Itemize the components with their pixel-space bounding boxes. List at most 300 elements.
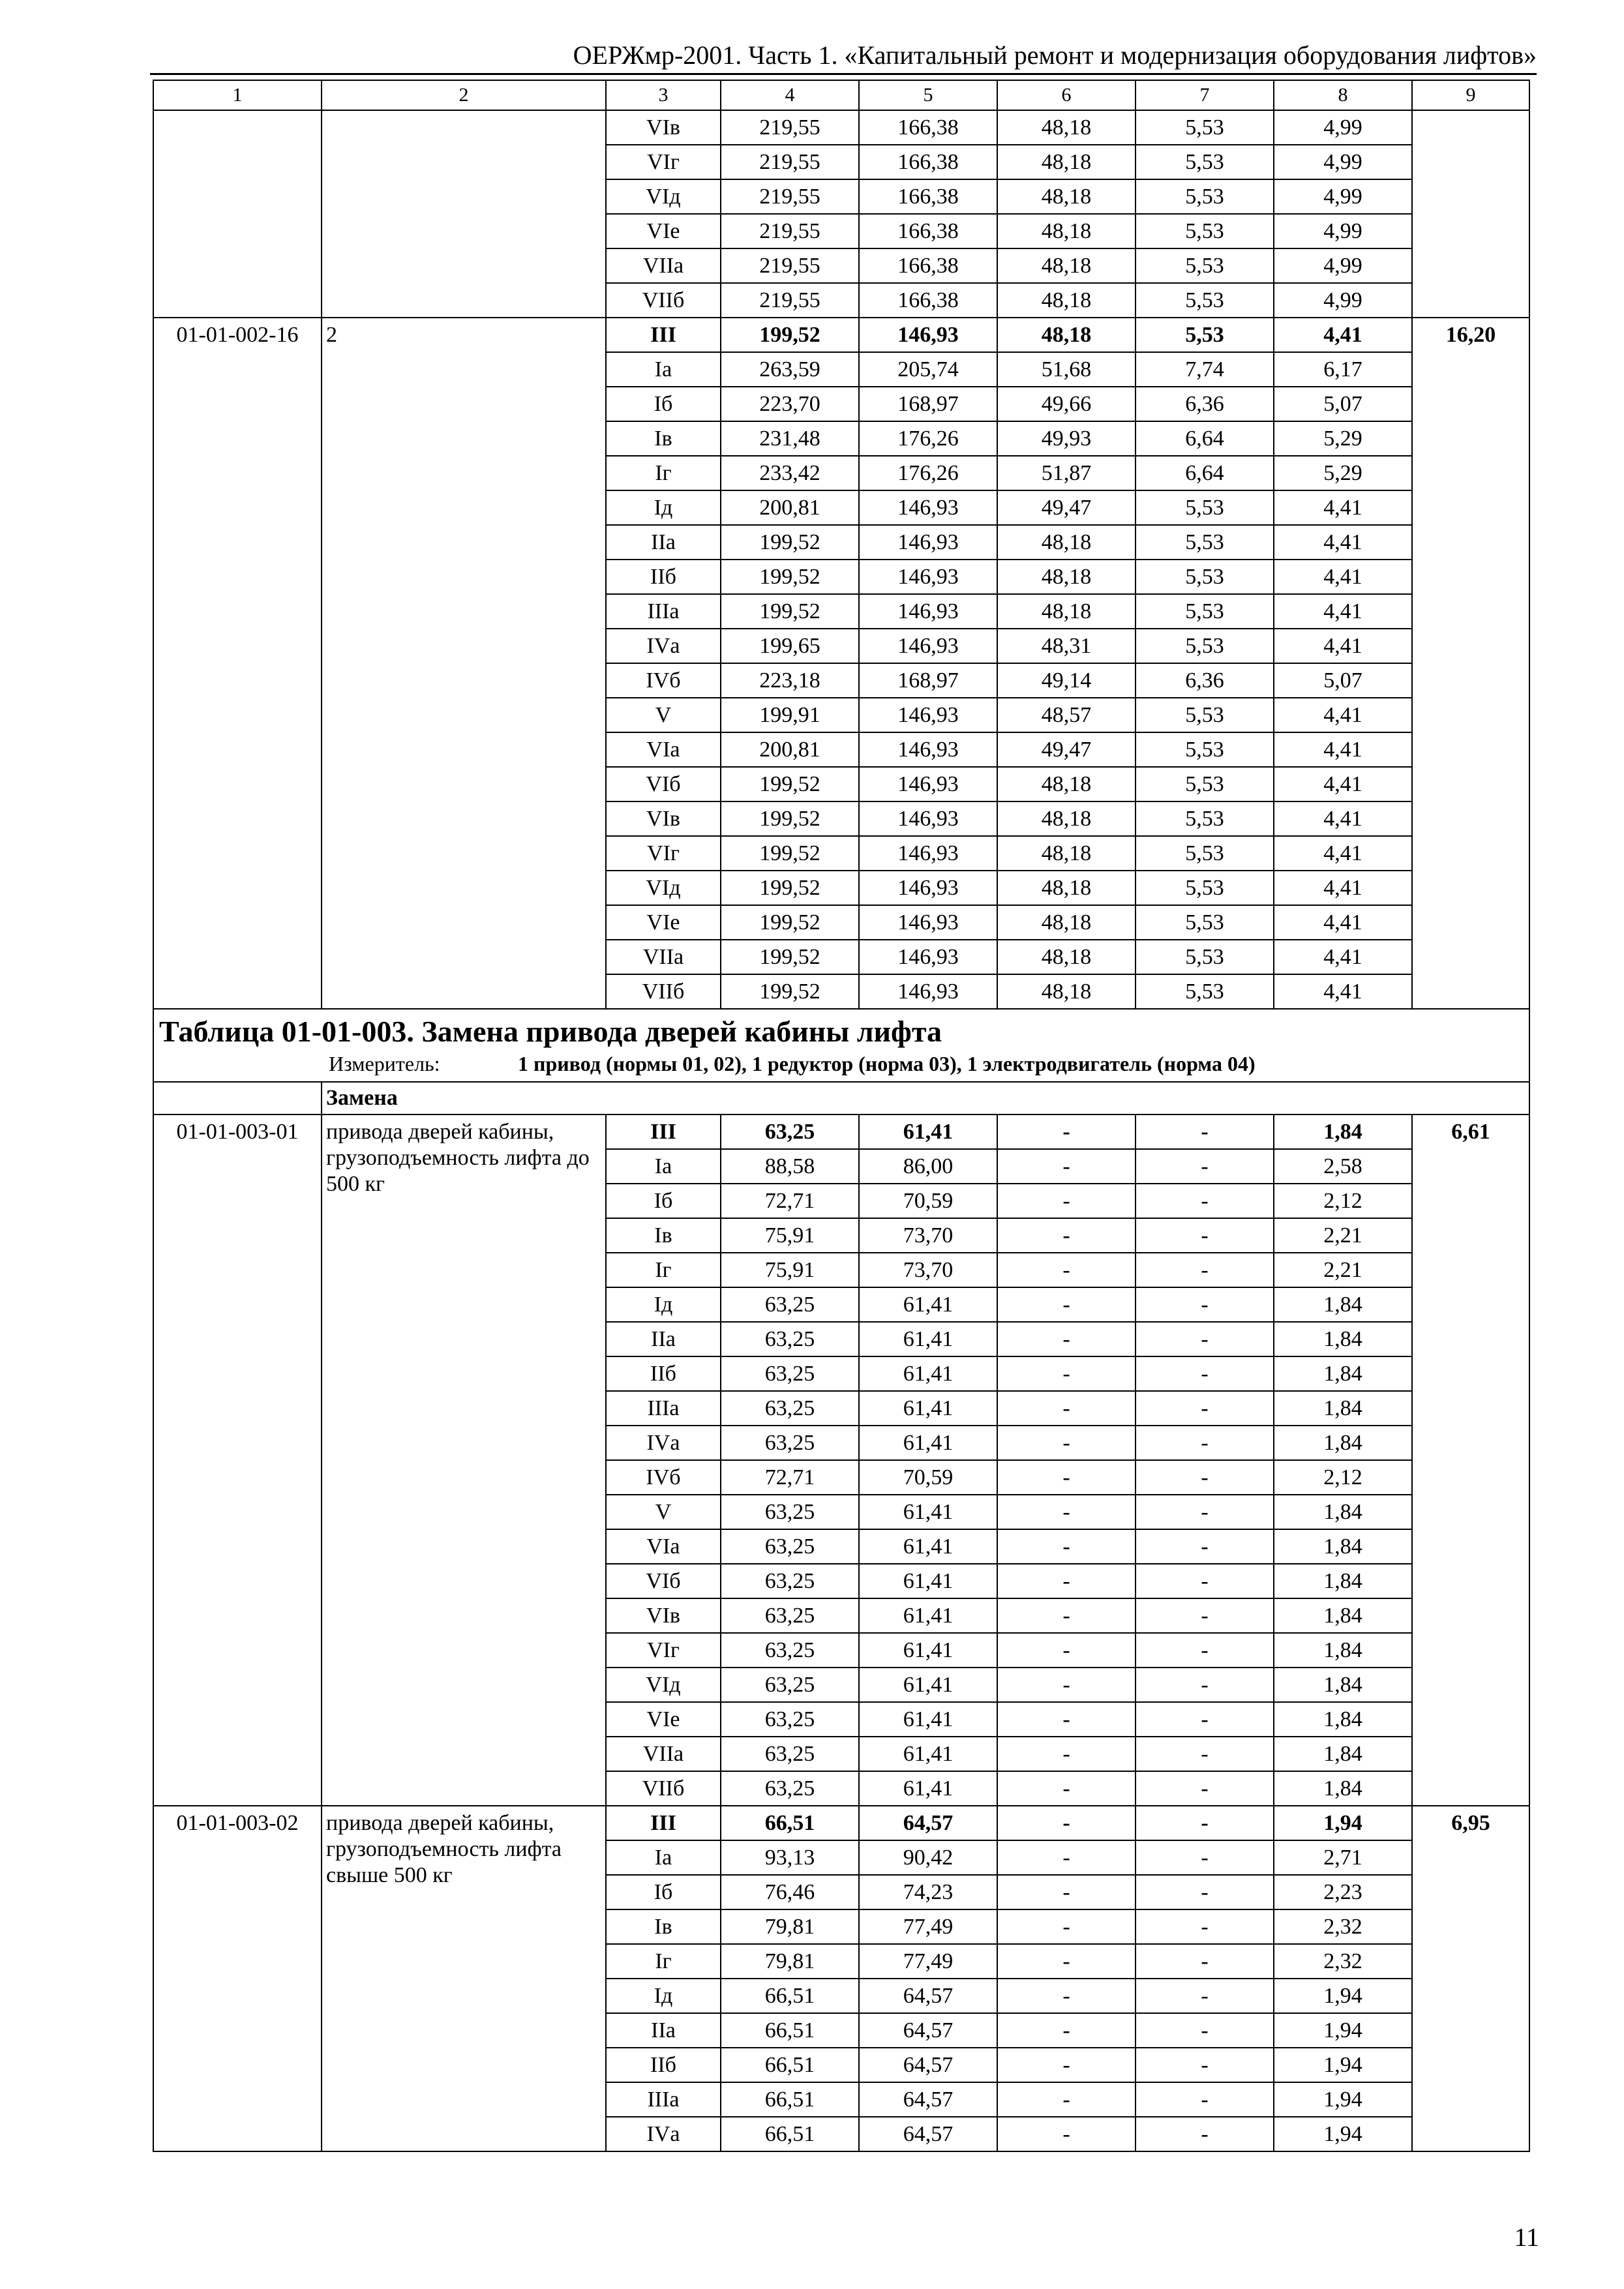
zone-cell: VIв bbox=[606, 110, 721, 145]
value-cell: 66,51 bbox=[721, 2117, 859, 2151]
value-cell: 77,49 bbox=[859, 1944, 997, 1979]
value-cell: 70,59 bbox=[859, 1184, 997, 1218]
value-cell: 66,51 bbox=[721, 1806, 859, 1840]
zone-cell: Iб bbox=[606, 1875, 721, 1909]
value-cell: 61,41 bbox=[859, 1633, 997, 1668]
table-measure bbox=[159, 1050, 1524, 1077]
zone-cell: VIа bbox=[606, 1529, 721, 1564]
value-cell: - bbox=[997, 1322, 1135, 1356]
value-cell: 5,53 bbox=[1135, 940, 1274, 974]
value-cell: 63,25 bbox=[721, 1702, 859, 1737]
value-cell: 2,21 bbox=[1274, 1218, 1412, 1253]
value-cell: 146,93 bbox=[859, 490, 997, 525]
value-cell: 2,12 bbox=[1274, 1184, 1412, 1218]
zone-cell: VIе bbox=[606, 1702, 721, 1737]
value-cell: 166,38 bbox=[859, 214, 997, 248]
zone-cell: Iд bbox=[606, 1287, 721, 1322]
zone-cell: Iд bbox=[606, 1979, 721, 2013]
value-cell: 51,68 bbox=[997, 352, 1135, 387]
zone-cell: VIд bbox=[606, 1668, 721, 1702]
value-cell: 63,25 bbox=[721, 1356, 859, 1391]
value-cell: 48,18 bbox=[997, 248, 1135, 283]
zone-cell: VIIб bbox=[606, 1771, 721, 1806]
value-cell: 166,38 bbox=[859, 145, 997, 179]
zone-cell: Iв bbox=[606, 421, 721, 456]
column-number: 6 bbox=[997, 80, 1135, 110]
column-number: 4 bbox=[721, 80, 859, 110]
value-cell: 199,91 bbox=[721, 698, 859, 732]
value-cell: 72,71 bbox=[721, 1460, 859, 1495]
column-number: 3 bbox=[606, 80, 721, 110]
value-cell: 146,93 bbox=[859, 732, 997, 767]
value-cell: 166,38 bbox=[859, 248, 997, 283]
value-cell: 63,25 bbox=[721, 1598, 859, 1633]
zone-cell: Iб bbox=[606, 1184, 721, 1218]
table-row bbox=[153, 110, 1529, 145]
value-cell: - bbox=[997, 1702, 1135, 1737]
value-cell: 4,99 bbox=[1274, 248, 1412, 283]
value-cell: - bbox=[997, 1115, 1135, 1149]
value-cell: 219,55 bbox=[721, 145, 859, 179]
value-cell: - bbox=[997, 1564, 1135, 1598]
value-cell: - bbox=[1135, 2117, 1274, 2151]
value-cell: 199,52 bbox=[721, 974, 859, 1009]
value-cell: 61,41 bbox=[859, 1564, 997, 1598]
zone-cell: VIд bbox=[606, 179, 721, 214]
value-cell: 61,41 bbox=[859, 1702, 997, 1737]
value-cell: 6,36 bbox=[1135, 387, 1274, 421]
zone-cell: Iа bbox=[606, 1149, 721, 1184]
value-cell: 79,81 bbox=[721, 1944, 859, 1979]
value-cell: 1,84 bbox=[1274, 1633, 1412, 1668]
norm-total: 6,95 bbox=[1412, 1806, 1529, 2151]
value-cell: 5,07 bbox=[1274, 663, 1412, 698]
value-cell: 1,94 bbox=[1274, 1979, 1412, 2013]
value-cell: 233,42 bbox=[721, 456, 859, 490]
value-cell: - bbox=[997, 1875, 1135, 1909]
value-cell: 63,25 bbox=[721, 1426, 859, 1460]
value-cell: 2,21 bbox=[1274, 1253, 1412, 1287]
value-cell: 5,53 bbox=[1135, 110, 1274, 145]
value-cell: - bbox=[1135, 1287, 1274, 1322]
value-cell: 199,52 bbox=[721, 525, 859, 560]
norm-code: 01-01-003-02 bbox=[153, 1806, 322, 2151]
section-empty-cell bbox=[153, 1082, 322, 1115]
value-cell: - bbox=[1135, 1253, 1274, 1287]
zone-cell: VIIа bbox=[606, 940, 721, 974]
value-cell: - bbox=[1135, 1356, 1274, 1391]
running-header: ОЕРЖмр-2001. Часть 1. «Капитальный ремонт и модернизация оборудования лифтов» bbox=[573, 40, 1537, 70]
value-cell: 66,51 bbox=[721, 2048, 859, 2082]
value-cell: 63,25 bbox=[721, 1391, 859, 1426]
value-cell: 205,74 bbox=[859, 352, 997, 387]
value-cell: 49,47 bbox=[997, 490, 1135, 525]
value-cell: 146,93 bbox=[859, 318, 997, 352]
value-cell: 199,52 bbox=[721, 871, 859, 905]
value-cell: 1,84 bbox=[1274, 1771, 1412, 1806]
value-cell: 63,25 bbox=[721, 1529, 859, 1564]
value-cell: 70,59 bbox=[859, 1460, 997, 1495]
value-cell: 61,41 bbox=[859, 1529, 997, 1564]
value-cell: - bbox=[997, 2048, 1135, 2082]
value-cell: 64,57 bbox=[859, 1979, 997, 2013]
table-row bbox=[153, 1806, 1529, 1840]
value-cell: 5,53 bbox=[1135, 905, 1274, 940]
value-cell: - bbox=[997, 1633, 1135, 1668]
value-cell: 2,32 bbox=[1274, 1944, 1412, 1979]
value-cell: - bbox=[997, 1495, 1135, 1529]
value-cell: 146,93 bbox=[859, 836, 997, 871]
value-cell: 74,23 bbox=[859, 1875, 997, 1909]
column-number-row bbox=[153, 80, 1529, 110]
value-cell: 5,29 bbox=[1274, 421, 1412, 456]
value-cell: - bbox=[997, 1287, 1135, 1322]
value-cell: 231,48 bbox=[721, 421, 859, 456]
value-cell: 48,18 bbox=[997, 974, 1135, 1009]
value-cell: 1,84 bbox=[1274, 1737, 1412, 1771]
value-cell: - bbox=[1135, 1564, 1274, 1598]
value-cell: 61,41 bbox=[859, 1322, 997, 1356]
value-cell: 2,23 bbox=[1274, 1875, 1412, 1909]
column-number: 5 bbox=[859, 80, 997, 110]
value-cell: 63,25 bbox=[721, 1322, 859, 1356]
value-cell: - bbox=[1135, 1218, 1274, 1253]
zone-cell: IIIа bbox=[606, 1391, 721, 1426]
value-cell: 64,57 bbox=[859, 2048, 997, 2082]
norm-total bbox=[1412, 110, 1529, 318]
value-cell: 4,41 bbox=[1274, 629, 1412, 663]
value-cell: 63,25 bbox=[721, 1668, 859, 1702]
value-cell: 199,52 bbox=[721, 318, 859, 352]
value-cell: 90,42 bbox=[859, 1840, 997, 1875]
value-cell: 199,52 bbox=[721, 560, 859, 594]
header-rule bbox=[150, 73, 1537, 75]
value-cell: 146,93 bbox=[859, 594, 997, 629]
value-cell: - bbox=[1135, 1495, 1274, 1529]
value-cell: 66,51 bbox=[721, 2082, 859, 2117]
value-cell: 48,18 bbox=[997, 767, 1135, 801]
value-cell: 63,25 bbox=[721, 1115, 859, 1149]
value-cell: 1,94 bbox=[1274, 2082, 1412, 2117]
value-cell: 1,84 bbox=[1274, 1426, 1412, 1460]
zone-cell: VIIа bbox=[606, 248, 721, 283]
value-cell: 7,74 bbox=[1135, 352, 1274, 387]
norm-name bbox=[322, 110, 606, 318]
value-cell: - bbox=[1135, 1771, 1274, 1806]
value-cell: 6,36 bbox=[1135, 663, 1274, 698]
value-cell: 2,32 bbox=[1274, 1909, 1412, 1944]
zone-cell: VIIб bbox=[606, 283, 721, 318]
value-cell: 5,53 bbox=[1135, 801, 1274, 836]
value-cell: 146,93 bbox=[859, 767, 997, 801]
zone-cell: Iа bbox=[606, 352, 721, 387]
measure-value: 1 привод (нормы 01, 02), 1 редуктор (норма 03), 1 электродвигатель (норма 04) bbox=[518, 1052, 1256, 1075]
value-cell: - bbox=[997, 1356, 1135, 1391]
value-cell: 6,64 bbox=[1135, 421, 1274, 456]
value-cell: 5,53 bbox=[1135, 629, 1274, 663]
norm-code bbox=[153, 110, 322, 318]
value-cell: 4,41 bbox=[1274, 940, 1412, 974]
value-cell: 49,14 bbox=[997, 663, 1135, 698]
value-cell: 1,84 bbox=[1274, 1495, 1412, 1529]
norm-total: 6,61 bbox=[1412, 1115, 1529, 1806]
value-cell: 48,18 bbox=[997, 560, 1135, 594]
value-cell: 199,52 bbox=[721, 767, 859, 801]
value-cell: 4,41 bbox=[1274, 732, 1412, 767]
value-cell: 48,18 bbox=[997, 871, 1135, 905]
value-cell: 5,53 bbox=[1135, 214, 1274, 248]
value-cell: 146,93 bbox=[859, 525, 997, 560]
value-cell: 200,81 bbox=[721, 490, 859, 525]
value-cell: 61,41 bbox=[859, 1287, 997, 1322]
value-cell: 4,99 bbox=[1274, 110, 1412, 145]
value-cell: 5,53 bbox=[1135, 560, 1274, 594]
zone-cell: VIб bbox=[606, 767, 721, 801]
value-cell: 61,41 bbox=[859, 1737, 997, 1771]
value-cell: 79,81 bbox=[721, 1909, 859, 1944]
value-cell: - bbox=[997, 1184, 1135, 1218]
zone-cell: IIб bbox=[606, 560, 721, 594]
value-cell: 88,58 bbox=[721, 1149, 859, 1184]
value-cell: - bbox=[1135, 1115, 1274, 1149]
value-cell: 219,55 bbox=[721, 110, 859, 145]
value-cell: 1,84 bbox=[1274, 1322, 1412, 1356]
value-cell: 48,18 bbox=[997, 145, 1135, 179]
value-cell: - bbox=[1135, 1840, 1274, 1875]
value-cell: 49,93 bbox=[997, 421, 1135, 456]
norm-code: 01-01-002-16 bbox=[153, 318, 322, 1009]
value-cell: 48,18 bbox=[997, 283, 1135, 318]
value-cell: - bbox=[997, 1806, 1135, 1840]
value-cell: 166,38 bbox=[859, 110, 997, 145]
value-cell: 73,70 bbox=[859, 1253, 997, 1287]
zone-cell: VIб bbox=[606, 1564, 721, 1598]
value-cell: 199,52 bbox=[721, 801, 859, 836]
value-cell: - bbox=[997, 1149, 1135, 1184]
value-cell: - bbox=[1135, 1944, 1274, 1979]
value-cell: - bbox=[997, 1737, 1135, 1771]
zone-cell: VIв bbox=[606, 1598, 721, 1633]
value-cell: 48,18 bbox=[997, 525, 1135, 560]
zone-cell: IIа bbox=[606, 2013, 721, 2048]
table-title-cell bbox=[153, 1009, 1529, 1082]
value-cell: 146,93 bbox=[859, 871, 997, 905]
value-cell: 61,41 bbox=[859, 1426, 997, 1460]
zone-cell: Iв bbox=[606, 1218, 721, 1253]
value-cell: - bbox=[997, 1253, 1135, 1287]
value-cell: 146,93 bbox=[859, 905, 997, 940]
value-cell: - bbox=[1135, 1737, 1274, 1771]
value-cell: 4,41 bbox=[1274, 490, 1412, 525]
zone-cell: VIг bbox=[606, 145, 721, 179]
value-cell: 223,18 bbox=[721, 663, 859, 698]
value-cell: 48,18 bbox=[997, 836, 1135, 871]
zone-cell: IIб bbox=[606, 1356, 721, 1391]
value-cell: 51,87 bbox=[997, 456, 1135, 490]
zone-cell: VIе bbox=[606, 214, 721, 248]
norms-table-body bbox=[153, 80, 1529, 2151]
value-cell: 4,41 bbox=[1274, 767, 1412, 801]
value-cell: 2,58 bbox=[1274, 1149, 1412, 1184]
value-cell: 5,53 bbox=[1135, 871, 1274, 905]
zone-cell: Iг bbox=[606, 1944, 721, 1979]
value-cell: 1,84 bbox=[1274, 1529, 1412, 1564]
value-cell: 199,52 bbox=[721, 594, 859, 629]
value-cell: 5,53 bbox=[1135, 318, 1274, 352]
zone-cell: Iа bbox=[606, 1840, 721, 1875]
norm-code: 01-01-003-01 bbox=[153, 1115, 322, 1806]
value-cell: 5,53 bbox=[1135, 974, 1274, 1009]
value-cell: 64,57 bbox=[859, 2117, 997, 2151]
value-cell: 93,13 bbox=[721, 1840, 859, 1875]
value-cell: 61,41 bbox=[859, 1115, 997, 1149]
value-cell: 72,71 bbox=[721, 1184, 859, 1218]
value-cell: 1,84 bbox=[1274, 1115, 1412, 1149]
value-cell: - bbox=[1135, 1426, 1274, 1460]
value-cell: 5,53 bbox=[1135, 732, 1274, 767]
value-cell: 5,53 bbox=[1135, 248, 1274, 283]
value-cell: - bbox=[1135, 1875, 1274, 1909]
value-cell: 1,94 bbox=[1274, 2013, 1412, 2048]
column-number: 9 bbox=[1412, 80, 1529, 110]
value-cell: 64,57 bbox=[859, 1806, 997, 1840]
value-cell: - bbox=[997, 2117, 1135, 2151]
value-cell: 66,51 bbox=[721, 1979, 859, 2013]
zone-cell: V bbox=[606, 1495, 721, 1529]
value-cell: 48,18 bbox=[997, 940, 1135, 974]
value-cell: 73,70 bbox=[859, 1218, 997, 1253]
column-number: 2 bbox=[322, 80, 606, 110]
zone-cell: IVа bbox=[606, 629, 721, 663]
norms-table bbox=[153, 80, 1530, 2152]
value-cell: 63,25 bbox=[721, 1564, 859, 1598]
value-cell: 219,55 bbox=[721, 179, 859, 214]
value-cell: - bbox=[1135, 1598, 1274, 1633]
zone-cell: VIг bbox=[606, 1633, 721, 1668]
zone-cell: IIа bbox=[606, 1322, 721, 1356]
value-cell: - bbox=[1135, 1460, 1274, 1495]
value-cell: 4,41 bbox=[1274, 698, 1412, 732]
zone-cell: Iг bbox=[606, 1253, 721, 1287]
table-row bbox=[153, 318, 1529, 352]
value-cell: - bbox=[997, 1598, 1135, 1633]
value-cell: 4,99 bbox=[1274, 179, 1412, 214]
value-cell: 1,94 bbox=[1274, 2117, 1412, 2151]
value-cell: - bbox=[1135, 2013, 1274, 2048]
value-cell: 5,53 bbox=[1135, 179, 1274, 214]
value-cell: 63,25 bbox=[721, 1287, 859, 1322]
value-cell: 5,53 bbox=[1135, 594, 1274, 629]
column-number: 7 bbox=[1135, 80, 1274, 110]
zone-cell: III bbox=[606, 1115, 721, 1149]
zone-cell: Iг bbox=[606, 456, 721, 490]
value-cell: 77,49 bbox=[859, 1909, 997, 1944]
value-cell: 64,57 bbox=[859, 2013, 997, 2048]
value-cell: 1,94 bbox=[1274, 2048, 1412, 2082]
zone-cell: IIIа bbox=[606, 594, 721, 629]
value-cell: 4,41 bbox=[1274, 836, 1412, 871]
value-cell: - bbox=[997, 1218, 1135, 1253]
value-cell: 4,41 bbox=[1274, 318, 1412, 352]
value-cell: 76,46 bbox=[721, 1875, 859, 1909]
value-cell: 2,71 bbox=[1274, 1840, 1412, 1875]
zone-cell: VIв bbox=[606, 801, 721, 836]
value-cell: 176,26 bbox=[859, 421, 997, 456]
value-cell: 5,29 bbox=[1274, 456, 1412, 490]
value-cell: 4,41 bbox=[1274, 905, 1412, 940]
value-cell: - bbox=[1135, 2048, 1274, 2082]
value-cell: - bbox=[1135, 1149, 1274, 1184]
zone-cell: IVа bbox=[606, 1426, 721, 1460]
value-cell: - bbox=[997, 1979, 1135, 2013]
norm-name: привода дверей кабины, грузоподъемность лифта до 500 кг bbox=[322, 1115, 606, 1806]
zone-cell: VIд bbox=[606, 871, 721, 905]
value-cell: 48,18 bbox=[997, 214, 1135, 248]
value-cell: 176,26 bbox=[859, 456, 997, 490]
zone-cell: Iв bbox=[606, 1909, 721, 1944]
value-cell: 61,41 bbox=[859, 1771, 997, 1806]
value-cell: 5,53 bbox=[1135, 145, 1274, 179]
value-cell: - bbox=[1135, 1979, 1274, 2013]
value-cell: - bbox=[997, 1771, 1135, 1806]
value-cell: - bbox=[997, 1391, 1135, 1426]
section-title: Замена bbox=[322, 1082, 1529, 1115]
value-cell: 64,57 bbox=[859, 2082, 997, 2117]
value-cell: 4,41 bbox=[1274, 525, 1412, 560]
value-cell: 1,84 bbox=[1274, 1668, 1412, 1702]
value-cell: 5,53 bbox=[1135, 490, 1274, 525]
table-title-row bbox=[153, 1009, 1529, 1082]
value-cell: 2,12 bbox=[1274, 1460, 1412, 1495]
zone-cell: IIб bbox=[606, 2048, 721, 2082]
value-cell: - bbox=[1135, 1322, 1274, 1356]
value-cell: - bbox=[997, 1460, 1135, 1495]
value-cell: 5,53 bbox=[1135, 525, 1274, 560]
value-cell: - bbox=[1135, 1702, 1274, 1737]
value-cell: 219,55 bbox=[721, 248, 859, 283]
value-cell: 4,99 bbox=[1274, 145, 1412, 179]
value-cell: 1,84 bbox=[1274, 1356, 1412, 1391]
zone-cell: VIе bbox=[606, 905, 721, 940]
column-number: 1 bbox=[153, 80, 322, 110]
value-cell: 199,52 bbox=[721, 905, 859, 940]
value-cell: - bbox=[997, 1529, 1135, 1564]
value-cell: 66,51 bbox=[721, 2013, 859, 2048]
value-cell: 75,91 bbox=[721, 1253, 859, 1287]
value-cell: - bbox=[1135, 1806, 1274, 1840]
value-cell: - bbox=[1135, 1633, 1274, 1668]
zone-cell: IVб bbox=[606, 1460, 721, 1495]
value-cell: 1,94 bbox=[1274, 1806, 1412, 1840]
value-cell: 61,41 bbox=[859, 1356, 997, 1391]
value-cell: 199,52 bbox=[721, 940, 859, 974]
value-cell: 146,93 bbox=[859, 698, 997, 732]
value-cell: 223,70 bbox=[721, 387, 859, 421]
value-cell: - bbox=[1135, 1529, 1274, 1564]
value-cell: 5,53 bbox=[1135, 767, 1274, 801]
zone-cell: III bbox=[606, 1806, 721, 1840]
value-cell: 48,18 bbox=[997, 905, 1135, 940]
value-cell: 61,41 bbox=[859, 1668, 997, 1702]
value-cell: - bbox=[1135, 1668, 1274, 1702]
zone-cell: VIг bbox=[606, 836, 721, 871]
value-cell: 48,18 bbox=[997, 594, 1135, 629]
value-cell: 61,41 bbox=[859, 1391, 997, 1426]
zone-cell: Iд bbox=[606, 490, 721, 525]
value-cell: 4,99 bbox=[1274, 214, 1412, 248]
value-cell: 166,38 bbox=[859, 283, 997, 318]
value-cell: 199,65 bbox=[721, 629, 859, 663]
